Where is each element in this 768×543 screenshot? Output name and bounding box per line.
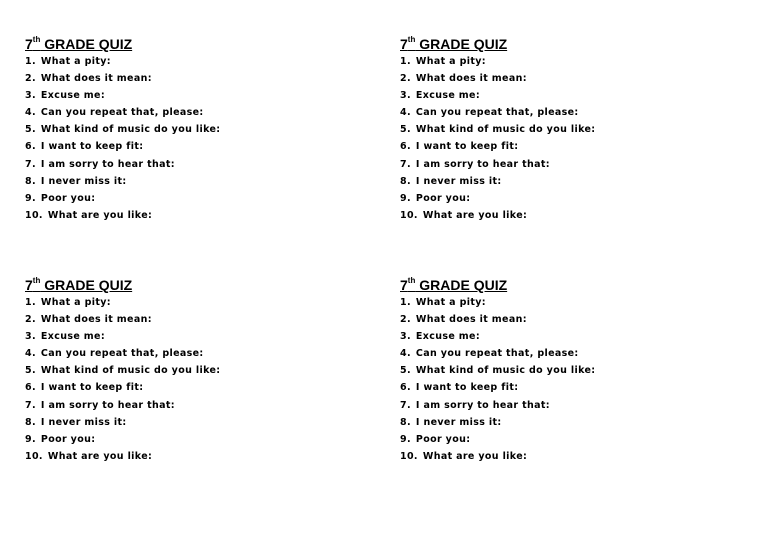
question-item [25, 53, 365, 70]
question-item [25, 362, 365, 379]
question-number: 3. [400, 90, 411, 102]
quiz-block-bottom-left [25, 276, 365, 465]
quiz-block-top-left [25, 35, 365, 224]
question-number: 5. [25, 124, 36, 136]
quiz-title-grade: 7 [400, 36, 408, 52]
question-item [25, 121, 365, 138]
question-text: I never miss it: [40, 175, 127, 187]
question-item [25, 70, 365, 87]
question-number: 2. [400, 73, 411, 85]
question-number: 1. [25, 56, 36, 67]
quiz-title-ordinal-suffix: th [32, 276, 41, 286]
question-text: Can you repeat that, please: [40, 348, 204, 360]
question-number: 4. [25, 348, 36, 360]
question-text: Poor you: [40, 192, 96, 204]
question-text: Excuse me: [40, 331, 105, 343]
question-text: Poor you: [40, 433, 96, 445]
question-number: 9. [25, 192, 36, 204]
quiz-title [25, 276, 365, 294]
question-text: Excuse me: [40, 90, 105, 102]
question-item [400, 138, 740, 155]
question-item [400, 173, 740, 190]
question-item [25, 87, 365, 104]
quiz-title-grade: 7 [25, 36, 33, 52]
quiz-title [400, 35, 740, 53]
quiz-title-text: GRADE QUIZ [415, 36, 508, 52]
question-item [400, 448, 740, 465]
question-list [25, 53, 365, 224]
quiz-title-text: GRADE QUIZ [415, 277, 508, 293]
question-item [400, 397, 740, 414]
question-item [25, 414, 365, 431]
question-item [25, 311, 365, 328]
question-number: 1. [400, 297, 411, 308]
quiz-title-grade: 7 [400, 277, 408, 293]
question-text: Poor you: [415, 192, 471, 204]
question-item [400, 362, 740, 379]
question-text: What does it mean: [415, 73, 527, 85]
question-text: What does it mean: [415, 314, 527, 326]
question-text: Poor you: [415, 433, 471, 445]
quiz-title-grade: 7 [25, 277, 33, 293]
question-item [25, 138, 365, 155]
question-number: 8. [25, 175, 36, 187]
question-number: 7. [25, 158, 36, 170]
question-text: What are you like: [47, 450, 153, 462]
question-item [25, 328, 365, 345]
question-text: I want to keep fit: [40, 141, 144, 153]
question-item [25, 190, 365, 207]
question-item [25, 345, 365, 362]
question-number: 8. [400, 416, 411, 428]
question-text: What kind of music do you like: [40, 365, 221, 377]
question-list [400, 53, 740, 224]
question-item [400, 345, 740, 362]
question-number: 10. [25, 450, 43, 462]
question-text: I am sorry to hear that: [40, 158, 175, 170]
question-text: What does it mean: [40, 73, 152, 85]
question-item [400, 121, 740, 138]
question-number: 8. [25, 416, 36, 428]
question-text: Can you repeat that, please: [415, 107, 579, 119]
question-number: 1. [400, 56, 411, 67]
question-text: What a pity: [40, 297, 111, 308]
question-item [400, 431, 740, 448]
quiz-title-text: GRADE QUIZ [40, 277, 133, 293]
question-number: 2. [25, 73, 36, 85]
question-text: What a pity: [40, 56, 111, 67]
question-text: What are you like: [47, 209, 153, 221]
question-number: 2. [400, 314, 411, 326]
question-item [400, 414, 740, 431]
question-text: What a pity: [415, 56, 486, 67]
question-number: 2. [25, 314, 36, 326]
question-number: 7. [400, 158, 411, 170]
question-text: I never miss it: [415, 416, 502, 428]
question-text: What does it mean: [40, 314, 152, 326]
question-text: I want to keep fit: [415, 382, 519, 394]
question-list [25, 294, 365, 465]
question-list [400, 294, 740, 465]
question-number: 3. [25, 331, 36, 343]
question-text: I am sorry to hear that: [415, 399, 550, 411]
question-text: I never miss it: [40, 416, 127, 428]
question-number: 8. [400, 175, 411, 187]
quiz-title [25, 35, 365, 53]
question-item [400, 379, 740, 396]
question-number: 10. [25, 209, 43, 221]
quiz-block-bottom-right [400, 276, 740, 465]
question-number: 3. [25, 90, 36, 102]
question-number: 7. [400, 399, 411, 411]
question-item [25, 397, 365, 414]
question-text: What are you like: [422, 450, 528, 462]
question-item [400, 207, 740, 224]
question-number: 6. [25, 382, 36, 394]
question-number: 4. [400, 348, 411, 360]
question-text: I never miss it: [415, 175, 502, 187]
question-text: I want to keep fit: [415, 141, 519, 153]
question-text: Excuse me: [415, 331, 480, 343]
question-number: 6. [400, 382, 411, 394]
question-text: Excuse me: [415, 90, 480, 102]
question-number: 10. [400, 209, 418, 221]
question-text: Can you repeat that, please: [40, 107, 204, 119]
quiz-block-top-right [400, 35, 740, 224]
question-number: 5. [400, 365, 411, 377]
question-number: 6. [400, 141, 411, 153]
question-item [400, 294, 740, 311]
question-item [25, 156, 365, 173]
question-item [400, 53, 740, 70]
question-item [25, 104, 365, 121]
quiz-title-ordinal-suffix: th [32, 35, 41, 45]
question-number: 4. [400, 107, 411, 119]
question-text: I want to keep fit: [40, 382, 144, 394]
question-item [25, 173, 365, 190]
quiz-title [400, 276, 740, 294]
question-text: Can you repeat that, please: [415, 348, 579, 360]
question-number: 9. [25, 433, 36, 445]
question-item [400, 156, 740, 173]
question-item [25, 448, 365, 465]
question-text: What are you like: [422, 209, 528, 221]
question-item [400, 190, 740, 207]
question-item [400, 311, 740, 328]
question-number: 5. [25, 365, 36, 377]
question-item [400, 87, 740, 104]
question-text: What a pity: [415, 297, 486, 308]
question-text: I am sorry to hear that: [40, 399, 175, 411]
quiz-title-ordinal-suffix: th [407, 35, 416, 45]
question-number: 9. [400, 192, 411, 204]
question-number: 7. [25, 399, 36, 411]
question-number: 9. [400, 433, 411, 445]
question-number: 3. [400, 331, 411, 343]
question-item [25, 207, 365, 224]
question-number: 5. [400, 124, 411, 136]
question-text: What kind of music do you like: [415, 365, 596, 377]
question-text: I am sorry to hear that: [415, 158, 550, 170]
question-number: 1. [25, 297, 36, 308]
question-number: 4. [25, 107, 36, 119]
quiz-title-ordinal-suffix: th [407, 276, 416, 286]
question-item [400, 328, 740, 345]
question-number: 6. [25, 141, 36, 153]
question-item [25, 431, 365, 448]
question-number: 10. [400, 450, 418, 462]
question-text: What kind of music do you like: [40, 124, 221, 136]
question-item [25, 379, 365, 396]
question-item [25, 294, 365, 311]
quiz-title-text: GRADE QUIZ [40, 36, 133, 52]
question-text: What kind of music do you like: [415, 124, 596, 136]
question-item [400, 104, 740, 121]
question-item [400, 70, 740, 87]
